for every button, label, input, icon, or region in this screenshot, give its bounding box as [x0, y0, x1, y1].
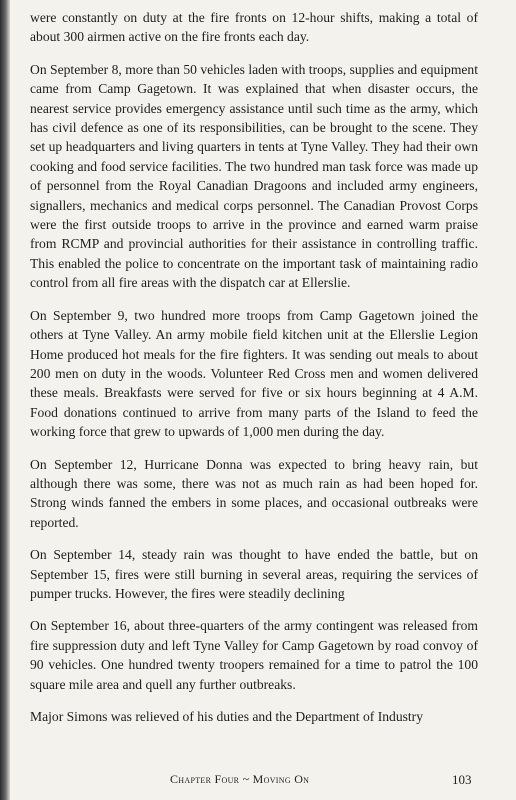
page-footer: [0, 772, 516, 792]
page-number: 103: [452, 772, 472, 787]
paragraph-september-12: On September 12, Hurricane Donna was expected to bring heavy rain, but although there was some, there was not as much rain as had been hoped for. Strong winds fanned the embers in some places, and occasional outbreaks were reported.: [30, 456, 478, 530]
paragraph-september-16: On September 16, about three-quarters of the army contingent was released from fire suppression duty and left Tyne Valley for Camp Gagetown by road convoy of 90 vehicles. One hundred twenty troopers remained for a time to patrol the 100 square mile area and quell any further outbreaks.: [30, 618, 478, 692]
paragraph-september-8: On September 8, more than 50 vehicles laden with troops, supplies and equipment came from Camp Gagetown. It was explained that when disaster occurs, the nearest service provides emergency assistance until such time as the army, which has civil defence as one of its responsibilities, can be brought to the scene. They set up headquarters and living quarters in tents at Tyne Valley. They had their own cooking and food service facilities. The two hundred man task force was made up of personnel from the Royal Canadian Dragoons and included army engineers, signallers, mechanics and medical corps personnel. The Canadian Provost Corps were the first outside troops to arrive in the province and earned warm praise from RCMP and provincial authorities for their assistance in controlling traffic. This enabled the police to concentrate on the important task of maintaining radio control from all fire areas with the dispatch car at Ellerslie.: [30, 61, 478, 291]
chapter-title: Chapter Four ~ Moving On: [170, 772, 310, 786]
paragraph-september-9: On September 9, two hundred more troops from Camp Gagetown joined the others at Tyne Valley. An army mobile field kitchen unit at the Ellerslie Legion Home produced hot meals for the fire fighters. It was sending out meals to about 200 men on duty in the woods. Volunteer Red Cross men and women delivered these meals. Breakfasts were served for five or six hours beginning at 4 A.M. Food donations continued to arrive from many parts of the Island to feed the working force that grew to upwards of 1,000 men during the day.: [30, 307, 478, 440]
page-body: [30, 8, 478, 739]
paragraph-september-14: On September 14, steady rain was thought to have ended the battle, but on September 15, fires were still burning in several areas, requiring the services of pumper trucks. However, the fires were steadily declining: [30, 547, 478, 601]
paragraph-airmen: were constantly on duty at the fire fronts on 12-hour shifts, making a total of about 300 airmen active on the fire fronts each day.: [30, 10, 478, 45]
paragraph-major-simons: Major Simons was relieved of his duties and the Department of Industry: [30, 709, 424, 724]
book-binding-shadow: [0, 0, 10, 800]
